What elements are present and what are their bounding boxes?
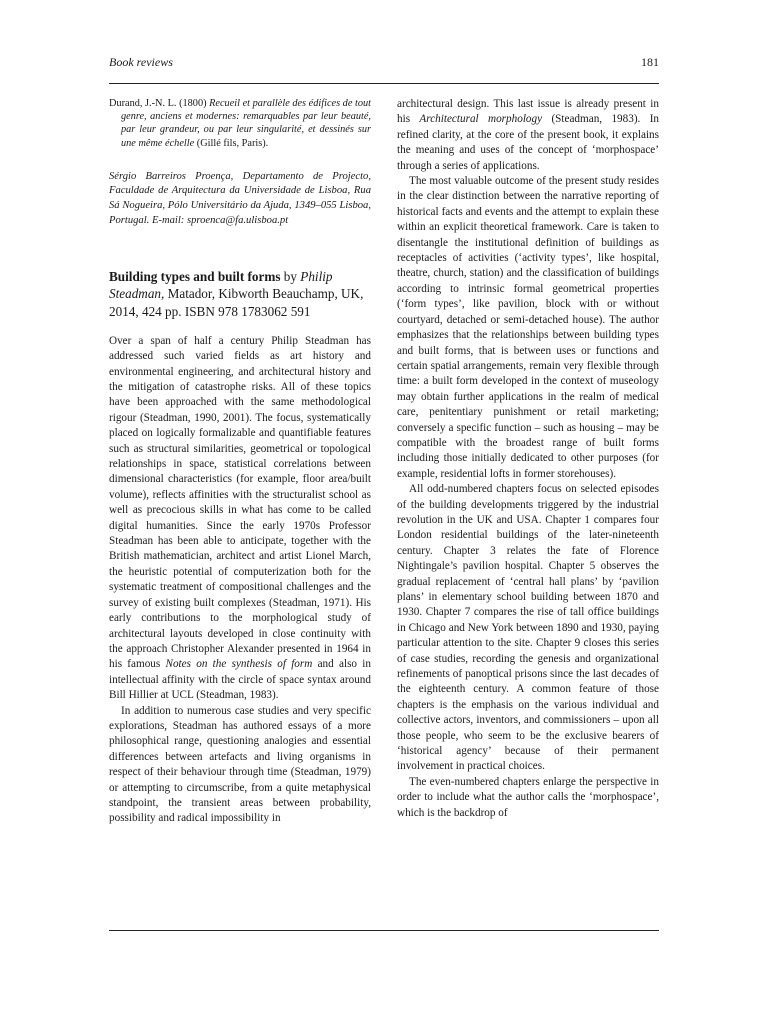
reference-title: Recueil et parallèle des édifices de tout genre, anciens et modernes: remarquables par leur beauté, par leur grandeur, ou par leur singularité, et dessinés sur une même échelle [121, 98, 371, 149]
paragraph [397, 97, 659, 174]
book-title: Building types and built forms [109, 269, 281, 285]
reference-entry [109, 97, 371, 150]
paragraph: The most valuable outcome of the present study resides in the clear distinction between the narrative reporting of historical facts and events and the attempt to explain these within an explicit theoretical framework. Care is taken to disentangle the institutional definition of buildings as receptacles of activities (‘activity types’, like hospital, theatre, church, station) and the classification of buildings according to intrinsic formal geometrical properties (‘form types’, like pavilion, block with or without courtyard, detached or semi-detached house). The author emphasizes that the relationships between building types and built forms, that is between uses or functions and certain spatial arrangements, remain very flexible through time: a built form developed in the context of museology may obtain further applications in the realm of medical care, penitentiary punishment or retail marketing; conversely a specific function – such as housing – may be compatible with the broadest range of built forms including those initially dedicated to other purposes (for example, residential lofts in former storehouses). [397, 175, 659, 480]
page-number: 181 [641, 55, 659, 69]
footer-rule [109, 930, 659, 931]
header-rule [109, 83, 659, 84]
book-author: Philip Steadman, [109, 269, 333, 302]
paragraph: In addition to numerous case studies and very specific explorations, Steadman has authored essays of a more philosophical range, questioning analogies and essential differences between artefacts and living organisms in respect of their behaviour through time (Steadman, 1979) or attempting to circumscribe, from a quite metaphysical standpoint, the transient areas between probability, possibility and radical impossibility in [109, 704, 371, 825]
reviewer-affiliation: Sérgio Barreiros Proença, Departamento de Projecto, Faculdade de Arquitectura da Universidade de Lisboa, Rua Sá Nogueira, Pólo Universitário da Ajuda, 1349–055 Lisboa, Portugal. E-mail: sproenca@fa.ulisboa.pt [109, 170, 371, 226]
left-column [109, 97, 371, 827]
book-details: Matador, Kibworth Beauchamp, UK, 2014, 424 pp. ISBN 978 1783062 591 [109, 286, 364, 319]
book-by: by [280, 269, 301, 285]
reference-publisher: (Gillé fils, Paris). [194, 137, 269, 149]
italic-title: Architectural morphology [419, 113, 543, 126]
paragraph-text: Over a span of half a century Philip Steadman has addressed such varied fields as art history and environmental engineering, and architectural history and the mitigation of catastrophe risks. All of these topics have been approached with the same methodological rigour (Steadman, 1990, 2001). The focus, systematically placed on logically formalizable and quantifiable features such as structural similarities, geometrical or topological relationships in space, statistical correlations between dimensional characteristics (for example, floor area/built volume), reflects affinities with the structuralist school as well as precocious skills in what has come to be called digital humanities. Since the early 1970s Professor Steadman has been able to anticipate, together with the British mathematician, architect and artist Lionel March, the heuristic potential of computerization both for the systematic treatment of compositional challenges and the survey of existing built complexes (Steadman, 1971). His early contributions to the morphological study of architectural layouts developed in close continuity with the approach Christopher Alexander presented in 1964 in his famous [109, 334, 371, 671]
paragraph-text: and also in intellectual affinity with the circle of space syntax around Bill Hillier at UCL (Steadman, 1983). [109, 658, 371, 702]
paragraph: The even-numbered chapters enlarge the perspective in order to include what the author calls the ‘morphospace’, which is the backdrop of [397, 775, 659, 819]
section-title: Book reviews [109, 55, 173, 69]
italic-title: Notes on the synthesis of form [165, 658, 313, 671]
paragraph [109, 334, 371, 704]
right-column [397, 97, 659, 821]
paragraph: All odd-numbered chapters focus on selected episodes of the building developments triggered by the industrial revolution in the UK and USA. Chapter 1 compares four London residential buildings of the later-nineteenth century. Chapter 3 relates the fate of Florence Nightingale’s pavilion hospital. Chapter 5 observes the gradual replacement of ‘central hall plans’ by ‘pavilion plans’ in elementary school building between 1870 and 1930. Chapter 7 compares the rise of tall office buildings in Chicago and New York between 1890 and 1930, paying particular attention to the site. Chapter 9 closes this series of case studies, recording the genesis and organizational refinements of panoptical prisons since the last decades of the eighteenth century. A common feature of those chapters is the emphasis on the various individual and collective actors, inventors, and commissioners – upon all those people, who seem to be the exclusive bearers of ‘historical agency’ because of their permanent involvement in practical choices. [397, 483, 659, 773]
paragraph-text: architectural design. This last issue is already present in his [397, 98, 659, 126]
review-heading [109, 268, 371, 320]
paragraph-text: (Steadman, 1983). In refined clarity, at the core of the present book, it explains the meaning and uses of the concept of ‘morphospace’ through a series of applications. [397, 113, 660, 172]
running-head [109, 54, 659, 70]
reference-author: Durand, J.-N. L. (1800) [109, 98, 210, 109]
